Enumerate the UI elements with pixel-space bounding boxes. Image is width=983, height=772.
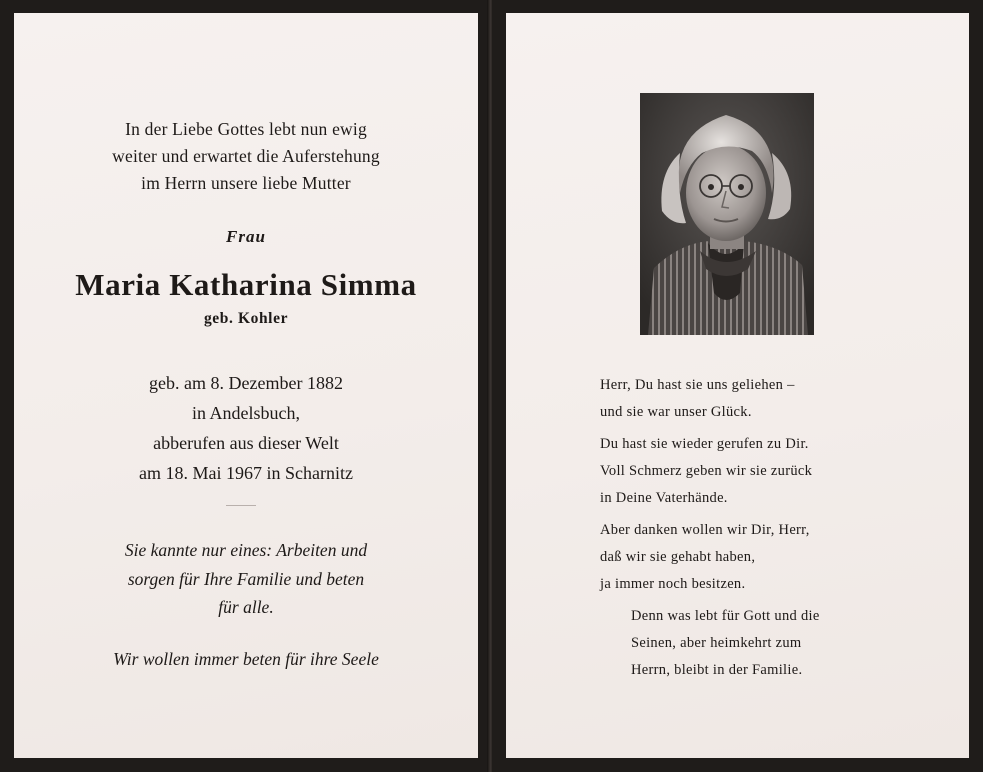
verse-stanza (600, 372, 940, 426)
tribute-quote (14, 536, 478, 622)
verse-line: Herr, Du hast sie uns geliehen – (600, 377, 795, 393)
verse-line: Herrn, bleibt in der Familie. (631, 662, 803, 678)
title-frau: Frau (226, 227, 266, 246)
verse-line: und sie war unser Glück. (600, 404, 752, 420)
date-line: am 18. Mai 1967 in Scharnitz (139, 463, 353, 483)
memorial-verse (600, 372, 940, 689)
verse-stanza (600, 517, 940, 598)
intro-text (14, 116, 478, 197)
verse-stanza (600, 431, 940, 512)
quote-line: für alle. (218, 597, 274, 617)
verse-line: daß wir sie gehabt haben, (600, 549, 756, 565)
right-card (492, 0, 983, 772)
quote-line: Sie kannte nur eines: Arbeiten und (124, 540, 368, 560)
verse-line: Du hast sie wieder gerufen zu Dir. (600, 436, 809, 452)
divider-line (226, 505, 256, 506)
portrait-photo (640, 93, 814, 335)
maiden-name: geb. Kohler (203, 310, 289, 327)
verse-line: Seinen, aber heimkehrt zum (631, 635, 802, 651)
verse-line: Aber danken wollen wir Dir, Herr, (600, 522, 810, 538)
quote-line: sorgen für Ihre Familie und beten (127, 568, 365, 589)
deceased-name: Maria Katharina Simma (75, 267, 417, 302)
intro-line: In der Liebe Gottes lebt nun ewig (125, 119, 367, 139)
closing-prayer: Wir wollen immer beten für ihre Seele (113, 649, 379, 669)
intro-line: im Herrn unsere liebe Mutter (141, 173, 351, 193)
portrait-image (640, 93, 814, 335)
verse-line: ja immer noch besitzen. (600, 576, 746, 592)
intro-line: weiter und erwartet die Auferstehung (112, 146, 380, 166)
date-line: in Andelsbuch, (192, 403, 300, 423)
left-card (0, 0, 489, 772)
verse-line: in Deine Vaterhände. (600, 490, 728, 506)
date-line: geb. am 8. Dezember 1882 (149, 373, 343, 393)
right-card-panel (506, 13, 969, 758)
verse-stanza (600, 603, 940, 684)
left-card-panel (14, 13, 478, 758)
date-line: abberufen aus dieser Welt (153, 433, 339, 453)
verse-line: Denn was lebt für Gott und die (631, 608, 820, 624)
life-dates (14, 368, 478, 488)
verse-line: Voll Schmerz geben wir sie zurück (600, 463, 813, 479)
